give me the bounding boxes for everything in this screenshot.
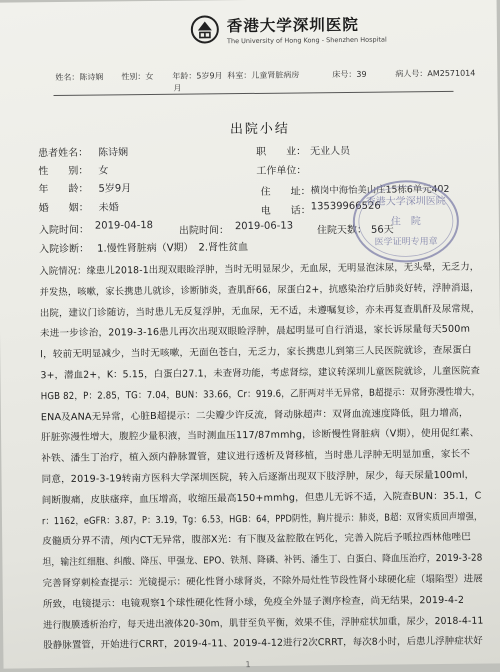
header-rule (54, 91, 454, 96)
stay-value: 56天 (370, 224, 394, 236)
body-line: 所致，电镜提示：电镜观察1个球性硬化性肾小球，免疫全外显子测序检查，尚无结果，2019-4-2 (42, 594, 465, 610)
body-line: 皮髓质分界不清，颅内CT无异常，腹部X光：有下腹及盆腔散在钙化，完善入院后予哌拉西林他唑巴 (42, 532, 472, 548)
body-line: 完善肾穿刺检查提示：光镜提示：硬化性肾小球肾炎，不除外局灶性节段性肾小球硬化症（塌陷型）进展 (42, 573, 483, 590)
body-line: r：1162，eGFR：3.87，P：3.19，Tg：6.53，HGB：64，PPD阴性，胸片提示：肺炎，B超：双肾实质回声增强， (41, 511, 483, 527)
age-value: 5岁9月 (98, 183, 132, 195)
body-line: 并发热，咳嗽，家长携患儿就诊，诊断肺炎，查肌酐66，尿蛋白2+，抗感染治疗后肺炎好转，浮肿消退， (39, 282, 480, 298)
address-label: 住 址： (260, 186, 311, 198)
bar-age: 年龄：5岁9月 (172, 71, 223, 81)
phone-label: 电 话： (260, 205, 311, 217)
body-line: 股静脉置管，开始进行CRRT，2019-4-11、2019-4-12进行2次CRRT，每次8小时，后患儿浮肿症状好 (43, 635, 484, 652)
bar-dept-tail: 月 (173, 83, 182, 93)
admit-label: 入院时间： (38, 224, 90, 237)
phone-value: 13539966526 (310, 200, 381, 213)
bar-record: 病人号：AM2571014 (395, 68, 476, 79)
discharge-value: 2019-06-13 (234, 220, 294, 233)
name-label: 患者姓名： (38, 147, 89, 160)
body-line: 3+，潜血2+，K：5.15，白蛋白27.1，未查肾功能，考虑肾综，建议转深圳儿童医院就诊，儿童医院查 (40, 365, 481, 382)
age-label: 年 龄： (38, 183, 89, 196)
stay-label: 住院天数： (316, 224, 368, 237)
marital-value: 未婚 (98, 202, 119, 214)
diagnosis-label: 入院诊断： (39, 243, 90, 256)
bar-sex: 性别：女 (121, 71, 154, 82)
marital-label: 婚 姻： (38, 202, 89, 215)
sex-value: 女 (98, 165, 109, 177)
job-value: 无业人员 (310, 145, 351, 158)
body-line: 出院，建议门诊随访，当时患儿无反复浮肿，无血尿，无不适，未遵嘱复诊，亦未再复查肌酐及尿常规， (39, 303, 481, 319)
bar-bed: 床号：39 (332, 69, 367, 80)
hospital-name-cn: 香港大学深圳医院 (226, 15, 359, 36)
body-line: l，较前无明显减少，当时无咳嗽，无面色苍白，无乏力，家长携患儿到第三人民医院就诊，查尿蛋白 (40, 344, 472, 361)
name-value: 陈诗娴 (98, 147, 129, 159)
body-line: 同意，2019-3-19转南方医科大学深圳医院，转入后逐渐出现双下肢浮肿，尿少，每天尿量100ml， (41, 469, 475, 486)
stamp-bottom-text: 医学证明专用章 (374, 237, 438, 248)
body-line: 进行腹膜透析治疗，每天进出液体20-30m，肌苷至负平衡，效果不佳，浮肿症状加重，尿少，2018-4-11 (43, 615, 484, 631)
document-title: 出院小结 (229, 121, 290, 138)
discharge-label: 出院时间： (178, 225, 230, 237)
hospital-seal-stamp (350, 178, 461, 265)
body-line: 入院情况：缘患儿2018-1出现双眼睑浮肿，当时无明显尿少，无血尿，无明显泡沫尿，无头晕，无乏力， (39, 261, 480, 278)
address-value: 横岗中海怡美山庄15栋6单元402 (310, 183, 450, 197)
diagnosis-value: 1.慢性肾脏病（Ⅴ期） 2.肾性贫血 (97, 242, 249, 255)
workunit-label: 工作单位： (256, 165, 307, 177)
body-line: ENA及ANA无异常，心脏B超提示：二尖瓣少许反流，肾动脉超声：双肾血流速度降低，阻力增高， (40, 407, 469, 423)
body-line: 间断腹痛，皮肤瘙痒，血压增高，收缩压最高150+mmhg，但患儿无诉不适，入院查BUN：35.1，C (41, 490, 482, 506)
hospital-logo-icon (190, 14, 220, 44)
stamp-middle-text: 住 院 (390, 216, 421, 228)
admit-value: 2019-04-18 (94, 220, 154, 232)
body-line: 未进一步诊治，2019-3-16患儿再次出现双眼睑浮肿，晨起明显可自行消退，家长诉尿量每天500m (39, 324, 471, 340)
body-line: HGB 82，P：2.85，TG：7.04，BUN：33.66，Cr：919.6，乙肝两对半无异常，B超提示：双肾弥漫性增大， (40, 386, 481, 402)
body-line: 肝脏弥漫性增大，腹腔少量积液，当时测血压117/87mmhg，诊断慢性肾脏病（V期），使用促红素、 (41, 427, 480, 444)
page-number: 1 (245, 660, 251, 670)
job-label: 职 业： (256, 146, 307, 158)
sex-label: 性 别： (38, 165, 89, 178)
bar-name: 姓名：陈诗娴 (55, 72, 104, 83)
bar-dept: 科室：儿童肾脏病房 (227, 70, 300, 81)
body-line: 坦，输注红细胞、纠酸、降压、甲强龙、EPO、铁剂、降磷、补钙、潘生丁、白蛋白、降血压治疗，2019-3-28 (42, 552, 483, 569)
body-line: 补铁、潘生丁治疗，植入颈内静脉置管，建议进行透析及肾移植，当时患儿浮肿无明显加重，家长不 (41, 448, 471, 465)
hospital-name-en: The University of Hong Kong - Shenzhen Hospital (226, 35, 387, 46)
stamp-top-text: 香港大学深圳医院 (365, 195, 446, 208)
